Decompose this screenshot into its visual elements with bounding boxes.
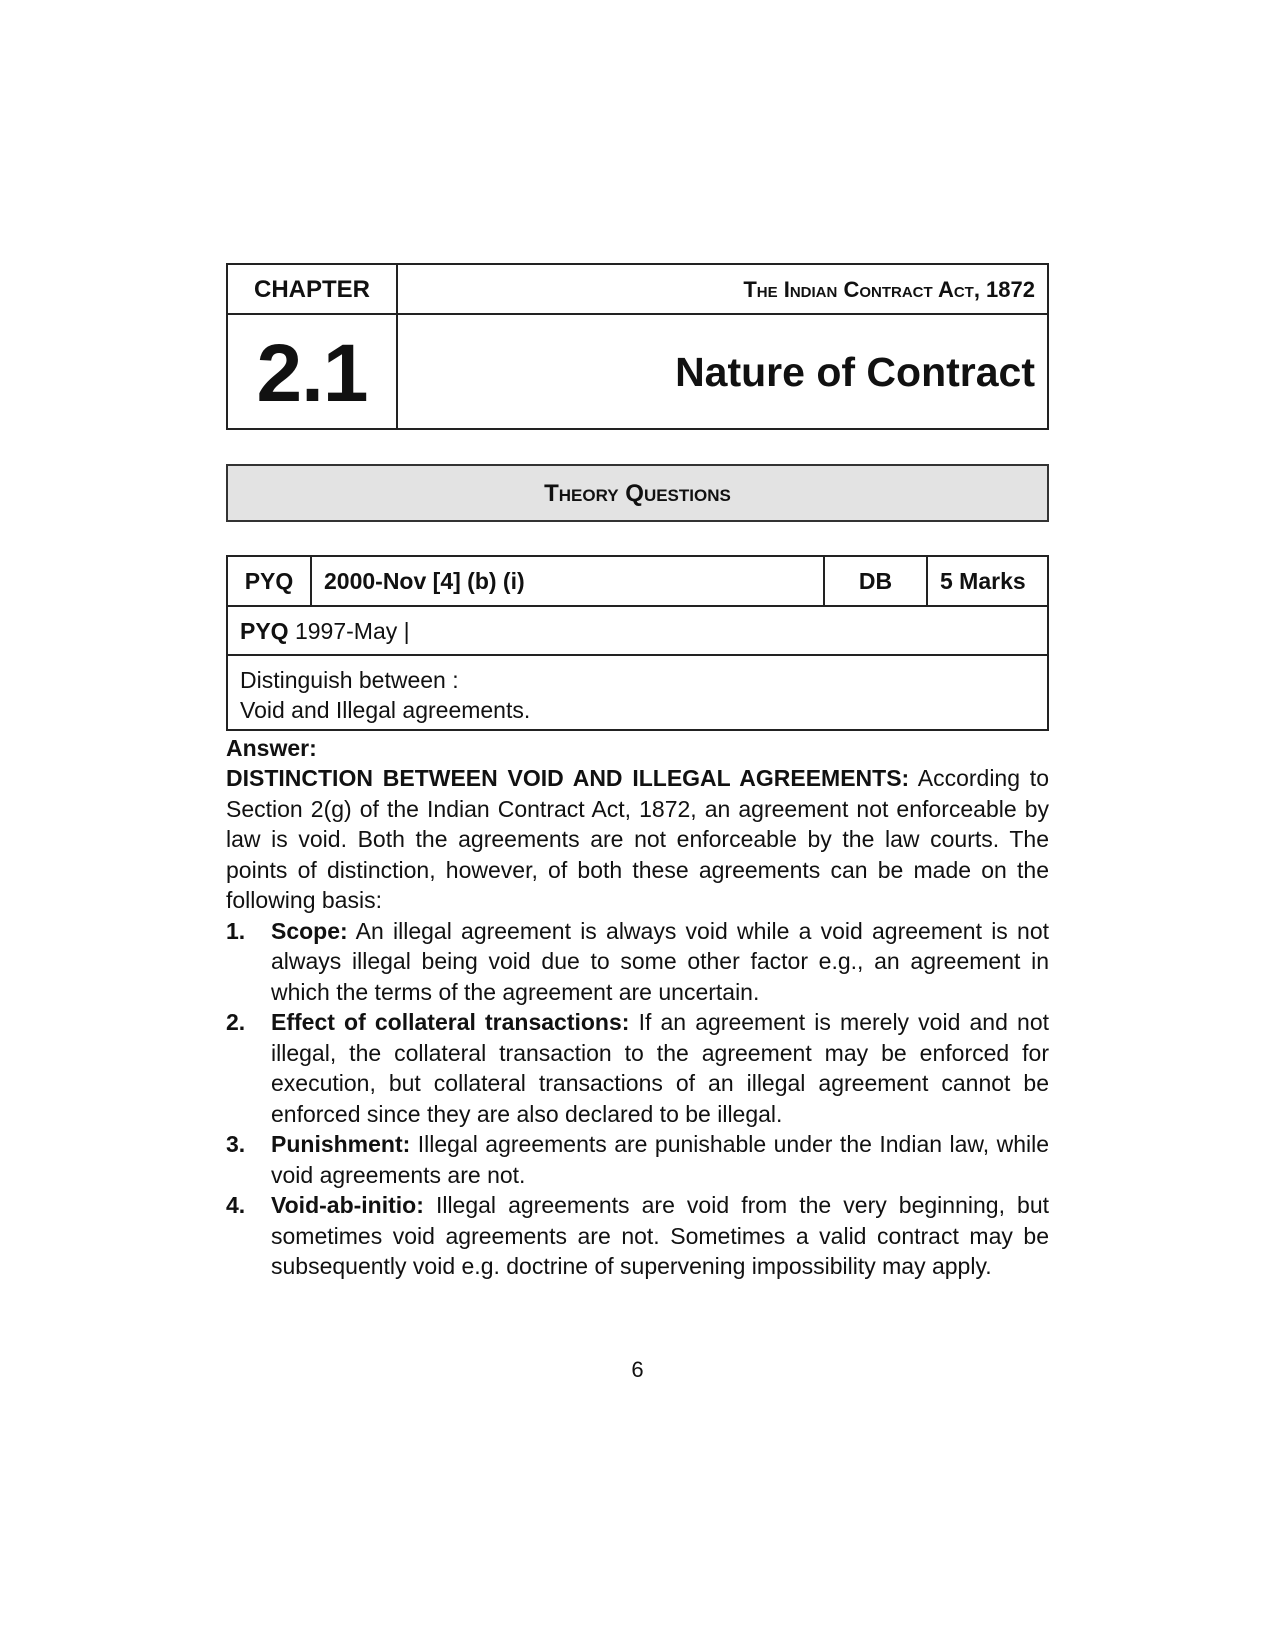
answer-intro <box>226 763 1049 916</box>
question-marks: 5 Marks <box>940 568 1026 594</box>
item-term: Void-ab-initio: <box>271 1192 424 1218</box>
list-item <box>226 1129 1049 1190</box>
chapter-number: 2.1 <box>256 328 368 419</box>
item-text: An illegal agreement is always void while a void agreement is not always illegal being void due to some other factor e.g., an agreement in which the terms of the agreement are uncertain. <box>271 917 1049 1005</box>
list-item <box>226 1190 1049 1282</box>
also-pyq-value: 1997-May | <box>288 618 410 644</box>
question-prompt <box>228 656 1047 729</box>
item-number: 3. <box>226 1131 246 1157</box>
item-term: Effect of collateral transactions: <box>271 1009 630 1035</box>
chapter-header-box <box>226 263 1049 430</box>
item-text: Illegal agreements are punishable under the Indian law, while void agreements are not. <box>271 1131 1049 1188</box>
list-item <box>226 916 1049 1008</box>
question-reference: 2000-Nov [4] (b) (i) <box>312 557 825 605</box>
page-content <box>226 263 1049 1282</box>
item-number: 4. <box>226 1192 246 1218</box>
pyq-label: PYQ <box>228 557 312 605</box>
prompt-line: Distinguish between : <box>240 667 459 693</box>
distinction-points-list <box>226 916 1049 1282</box>
item-term: Punishment: <box>271 1131 411 1157</box>
question-meta-row <box>228 557 1047 607</box>
also-asked-row <box>228 607 1047 656</box>
item-text: Illegal agreements are void from the very beginning, but sometimes void agreements are not. Sometimes a valid contract may be subsequently void e.g. doctrine of supervening impossibility may apply. <box>271 1192 1049 1279</box>
item-number: 1. <box>226 917 246 944</box>
chapter-title: Nature of Contract <box>675 349 1035 395</box>
also-pyq-label: PYQ <box>240 618 289 644</box>
section-band-theory-questions: Theory Questions <box>226 464 1049 522</box>
answer-intro-heading: DISTINCTION BETWEEN VOID AND ILLEGAL AGREEMENTS: <box>226 765 910 791</box>
page-number: 6 <box>631 1357 644 1382</box>
item-number: 2. <box>226 1009 246 1035</box>
item-text: If an agreement is merely void and not illegal, the collateral transaction to the agreement may be enforced for execution, but collateral transactions of an illegal agreement cannot be enforced since they are also declared to be illegal. <box>271 1009 1049 1127</box>
answer-intro-text: According to Section 2(g) of the Indian Contract Act, 1872, an agreement not enforceable by law is void. Both the agreements are not enforceable by the law courts. The points of distinction, however, of both these agreements can be made on the following basis: <box>226 765 1049 913</box>
question-table <box>226 555 1049 731</box>
item-term: Scope: <box>271 917 348 944</box>
act-title: The Indian Contract Act, 1872 <box>743 277 1035 302</box>
answer-label: Answer: <box>226 735 317 761</box>
prompt-line: Void and Illegal agreements. <box>240 697 531 723</box>
list-item <box>226 1007 1049 1129</box>
question-tag: DB <box>825 557 928 605</box>
chapter-label: CHAPTER <box>253 276 370 303</box>
